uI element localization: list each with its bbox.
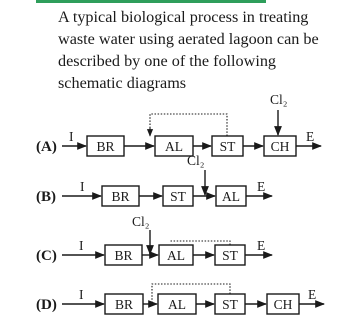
option-a-label: (A) [36, 139, 57, 155]
question-line-1: A typical biological process in treating [58, 8, 309, 26]
option-b-output-label: E [257, 179, 266, 194]
option-b-diagram [36, 153, 272, 206]
option-d-input-label: I [79, 287, 84, 302]
question-line-3: described by one of the following [58, 52, 277, 70]
option-a-block-ch-label: CH [270, 139, 290, 154]
option-c-block-al-label: AL [167, 248, 185, 263]
option-d-block-al-label: AL [168, 297, 186, 312]
option-a-block-br-label: BR [96, 139, 115, 154]
question-line-4: schematic diagrams [58, 74, 187, 92]
option-c-block-br-label: BR [114, 248, 133, 263]
option-b-block-br-label: BR [111, 189, 130, 204]
option-b-chlorine-label: Cl₂ [187, 153, 205, 168]
option-b-block-st-label: ST [170, 189, 186, 204]
option-c-block-st-label: ST [222, 248, 238, 263]
option-d-block-st-label: ST [222, 297, 238, 312]
option-c-chlorine-label: Cl₂ [132, 214, 150, 229]
option-d-block-br-label: BR [114, 297, 134, 312]
option-a-input-label: I [69, 129, 74, 144]
option-c-label: (C) [36, 248, 57, 264]
option-a-block-al-label: AL [165, 139, 183, 154]
option-c-output-label: E [257, 238, 266, 253]
option-d-label: (D) [36, 297, 57, 313]
question-line-2: waste water using aerated lagoon can be [58, 30, 319, 48]
option-a-diagram [36, 92, 321, 156]
option-c-diagram [36, 214, 272, 265]
option-c-input-label: I [79, 238, 84, 253]
option-b-label: (B) [36, 189, 56, 205]
option-a-block-st-label: ST [219, 139, 236, 154]
option-a-output-label: E [306, 129, 315, 144]
option-d-block-ch-label: CH [273, 297, 293, 312]
option-a-recycle-line [150, 114, 227, 136]
option-b-input-label: I [80, 179, 85, 194]
option-d-diagram [36, 284, 324, 314]
option-b-block-al-label: AL [222, 189, 240, 204]
option-d-output-label: E [308, 287, 317, 302]
option-a-chlorine-label: Cl₂ [270, 92, 288, 107]
